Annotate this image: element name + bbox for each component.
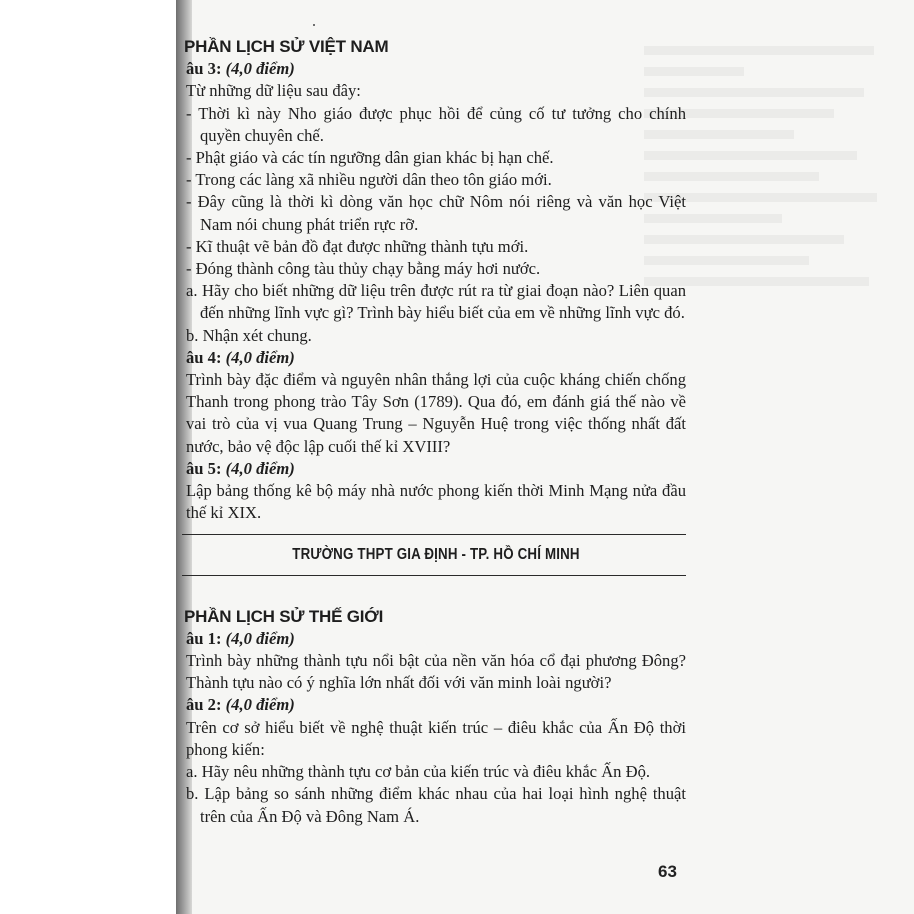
question-3-item: - Thời kì này Nho giáo được phục hồi để củng cố tư tưởng cho chính quyền chuyên chế. xyxy=(186,103,686,145)
question-3-item: - Phật giáo và các tín ngưỡng dân gian khác bị hạn chế. xyxy=(186,148,554,168)
page-number: 63 xyxy=(658,862,677,881)
question-4-heading xyxy=(186,347,686,369)
question-3-heading xyxy=(186,58,686,80)
question-label: âu 4: xyxy=(186,347,222,367)
divider-bottom xyxy=(182,575,686,576)
question-2-part-b: b. Lập bảng so sánh những điểm khác nhau của hai loại hình nghệ thuật trên của Ấn Độ và Đông Nam Á. xyxy=(186,784,686,826)
question-3-item: - Trong các làng xã nhiều người dân theo tôn giáo mới. xyxy=(186,170,552,190)
question-3-item: - Kĩ thuật vẽ bản đồ đạt được những thành tựu mới. xyxy=(186,236,529,256)
question-4-text: Trình bày đặc điểm và nguyên nhân thắng lợi của cuộc kháng chiến chống Thanh trong phong trào Tây Sơn (1789). Qua đó, em đánh giá thế nào về vai trò của vị vua Quang Trung – Nguyễn Huệ trong việc thống nhất đất nước, bảo vệ độc lập cuối thế kỉ XVIII? xyxy=(186,370,686,456)
question-3-intro: Từ những dữ liệu sau đây: xyxy=(186,81,361,101)
question-label: âu 1: xyxy=(186,628,222,648)
question-1-heading xyxy=(186,628,686,650)
question-points: (4,0 điểm) xyxy=(225,59,295,79)
ink-speck xyxy=(313,24,315,26)
question-label: âu 5: xyxy=(186,458,222,478)
question-3-item: - Đóng thành công tàu thủy chạy bằng máy hơi nước. xyxy=(186,259,541,279)
question-5-heading xyxy=(186,458,686,480)
question-2-part-a: a. Hãy nêu những thành tựu cơ bản của kiến trúc và điêu khắc Ấn Độ. xyxy=(186,762,651,782)
question-1-text: Trình bày những thành tựu nổi bật của nền văn hóa cổ đại phương Đông? Thành tựu nào có ý nghĩa lớn nhất đối với văn minh loài người? xyxy=(186,651,686,693)
question-3-part-a: a. Hãy cho biết những dữ liệu trên được rút ra từ giai đoạn nào? Liên quan đến những lĩnh vực gì? Trình bày hiểu biết của em về những lĩnh vực đó. xyxy=(186,281,686,323)
question-2-heading xyxy=(186,694,686,716)
question-points: (4,0 điểm) xyxy=(225,628,295,648)
question-label: âu 3: xyxy=(186,59,222,79)
question-2-intro: Trên cơ sở hiểu biết về nghệ thuật kiến trúc – điêu khắc của Ấn Độ thời phong kiến: xyxy=(186,717,686,759)
question-points: (4,0 điểm) xyxy=(225,695,295,715)
question-3-item: - Đây cũng là thời kì dòng văn học chữ Nôm nói riêng và văn học Việt Nam nói chung phát triển rực rỡ. xyxy=(186,192,686,234)
divider-top xyxy=(182,534,686,535)
section-title-vietnam: PHẦN LỊCH SỬ VIỆT NAM xyxy=(184,37,389,56)
section-title-world: PHẦN LỊCH SỬ THẾ GIỚI xyxy=(184,606,384,626)
school-heading: TRƯỜNG THPT GIA ĐỊNH - TP. HỒ CHÍ MINH xyxy=(292,546,580,564)
question-points: (4,0 điểm) xyxy=(225,458,295,478)
page-content xyxy=(186,36,686,828)
question-points: (4,0 điểm) xyxy=(225,347,295,367)
question-label: âu 2: xyxy=(186,695,222,715)
question-5-text: Lập bảng thống kê bộ máy nhà nước phong kiến thời Minh Mạng nửa đầu thế kỉ XIX. xyxy=(186,481,686,523)
question-3-part-b: b. Nhận xét chung. xyxy=(186,325,312,345)
